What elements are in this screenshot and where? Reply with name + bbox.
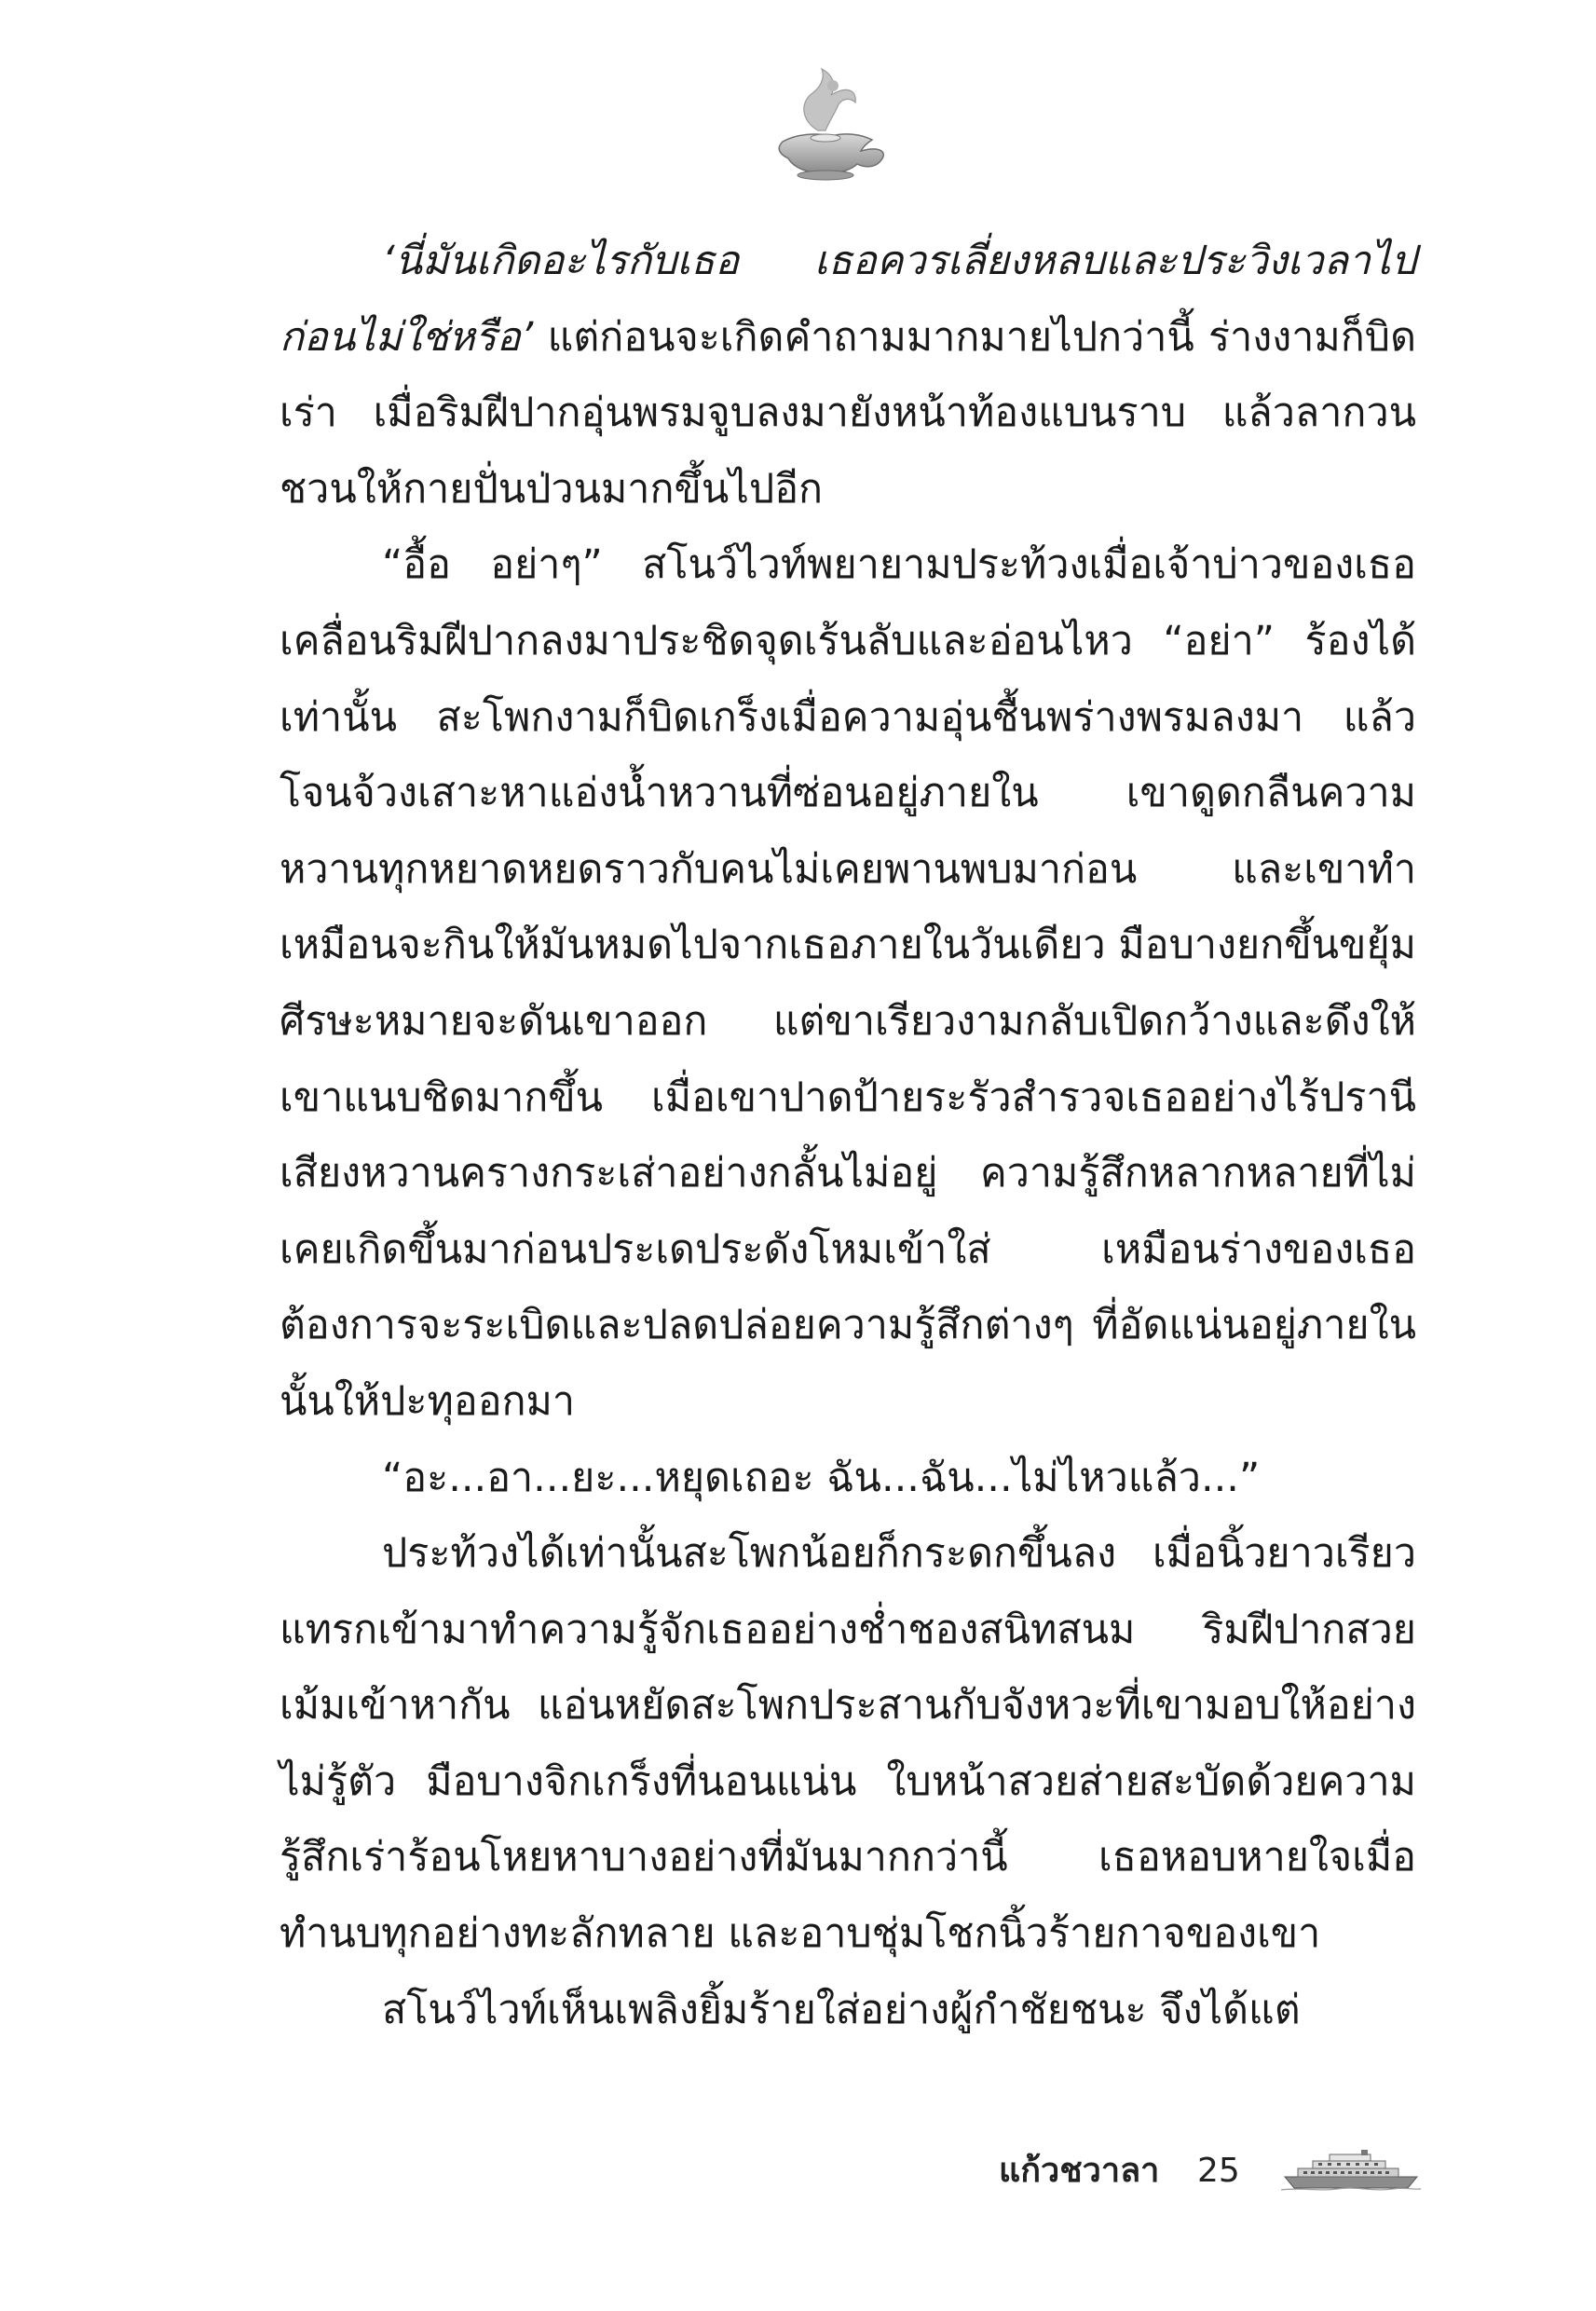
inner-thought: ‘นี่มันเกิดอะไรกับเธอ เธอควรเลี่ยงหลบและประวิงเวลาไปก่อนไม่ใช่หรือ’ <box>280 238 1416 361</box>
body-text <box>280 224 1416 2048</box>
paragraph: ประท้วงได้เท่านั้นสะโพกน้อยก็กระดกขึ้นลง เมื่อนิ้วยาวเรียวแทรกเข้ามาทำความรู้จักเธออย่างช่ำชองสนิทสนม ริมฝีปากสวยเม้มเข้าหากัน แอ่นหยัดสะโพกประสานกับจังหวะที่เขามอบให้อย่างไม่รู้ตัว มือบางจิกเกร็งที่นอนแน่น ใบหน้าสวยส่ายสะบัดด้วยความรู้สึกเร่าร้อนโหยหาบางอย่างที่มันมากกว่านี้ เธอหอบหายใจเมื่อทำนบทุกอย่างทะลักทลาย และอาบชุ่มโชกนิ้วร้ายกาจของเขา <box>280 1530 1416 1958</box>
book-title: แก้วชวาลา <box>999 2152 1160 2190</box>
paragraph: “อื้อ อย่าๆ” สโนว์ไวท์พยายามประท้วงเมื่อเจ้าบ่าวของเธอเคลื่อนริมฝีปากลงมาประชิดจุดเร้นลับและอ่อนไหว “อย่า” ร้องได้เท่านั้น สะโพกงามก็บิดเกร็งเมื่อความอุ่นชื้นพร่างพรมลงมา แล้วโจนจ้วงเสาะหาแอ่งน้ำหวานที่ซ่อนอยู่ภายใน เขาดูดกลืนความหวานทุกหยาดหยดราวกับคนไม่เคยพานพบมาก่อน และเขาทำเหมือนจะกินให้มันหมดไปจากเธอภายในวันเดียว มือบางยกขึ้นขยุ้มศีรษะหมายจะดันเขาออก แต่ขาเรียวงามกลับเปิดกว้างและดึงให้เขาแนบชิดมากขึ้น เมื่อเขาปาดป้ายระรัวสำรวจเธออย่างไร้ปรานี เสียงหวานครางกระเส่าอย่างกลั้นไม่อยู่ ความรู้สึกหลากหลายที่ไม่เคยเกิดขึ้นมาก่อนประเดประดังโหมเข้าใส่ เหมือนร่างของเธอต้องการจะระเบิดและปลดปล่อยความรู้สึกต่างๆ ที่อัดแน่นอยู่ภายในนั้นให้ปะทุออกมา <box>280 541 1416 1425</box>
paragraph: สโนว์ไวท์เห็นเพลิงยิ้มร้ายใส่อย่างผู้กำชัยชนะ จึงได้แต่ <box>382 1986 1301 2033</box>
page-footer <box>0 2143 1596 2199</box>
paragraph: “อะ...อา...ยะ...หยุดเถอะ ฉัน...ฉัน...ไม่ไหวแล้ว...” <box>382 1454 1261 1501</box>
paragraph-text: แต่ก่อนจะเกิดคำถามมากมายไปกว่านี้ ร่างงามก็บิดเร่า เมื่อริมฝีปากอุ่นพรมจูบลงมายังหน้าท้องแบนราบ แล้วลากวนชวนให้กายปั่นป่วนมากขึ้นไปอีก <box>280 313 1416 513</box>
page-number: 25 <box>1197 2152 1240 2190</box>
paragraph <box>280 224 1416 527</box>
magic-lamp-genie-icon <box>764 65 894 186</box>
cruise-ship-icon <box>1281 2149 1421 2192</box>
